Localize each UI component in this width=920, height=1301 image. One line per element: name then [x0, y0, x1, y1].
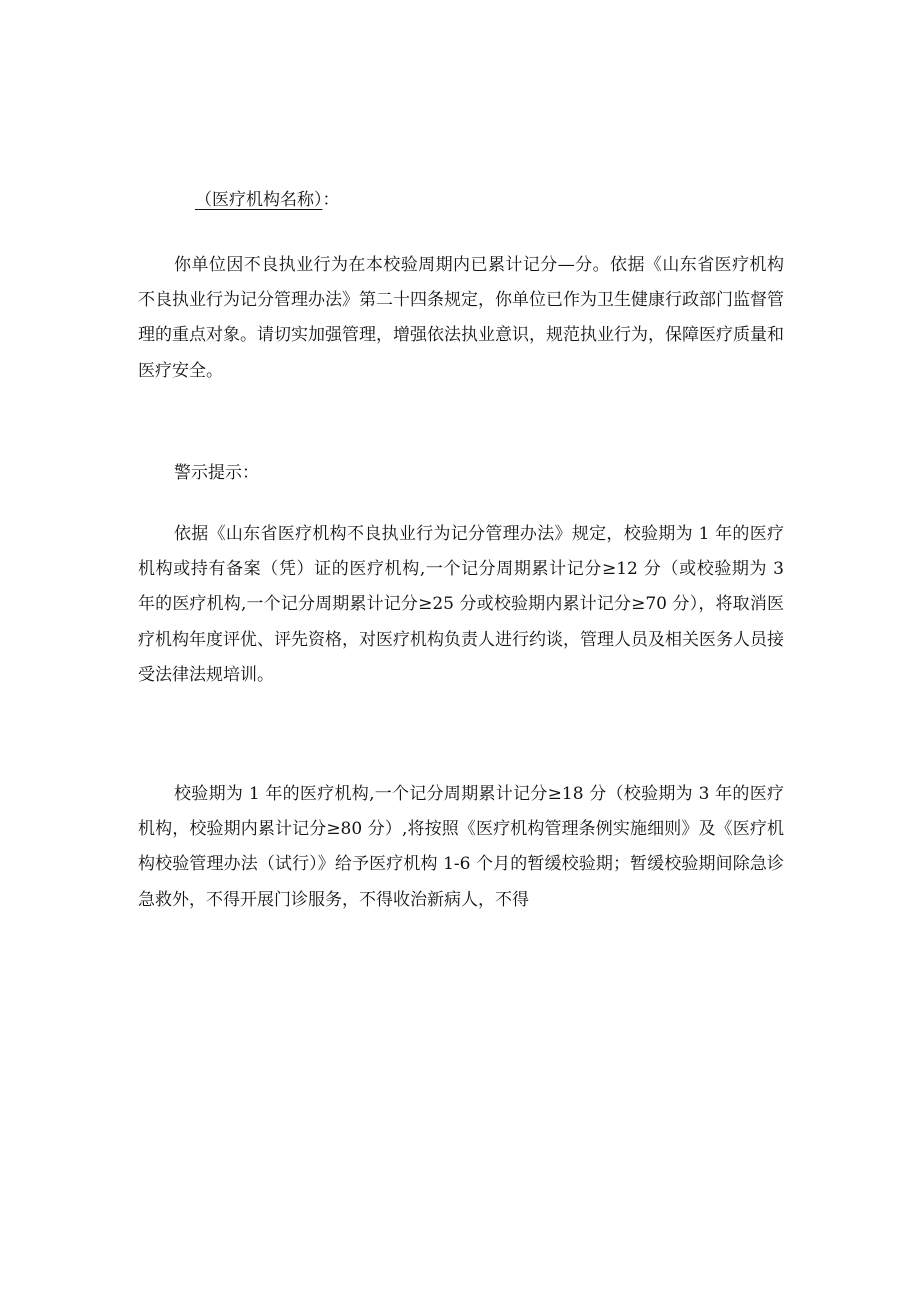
warning-heading: 警示提示：	[174, 463, 259, 483]
warning-paragraph-1: 依据《山东省医疗机构不良执业行为记分管理办法》规定，校验期为 1 年的医疗机构或持有备案（凭）证的医疗机构,一个记分周期累计记分≥12 分（或校验期为 3 年的医疗机构,一个记分周期累计记分≥25 分或校验期内累计记分≥70 分），将取消医疗机构年度评优、评先资格，对医疗机构负责人进行约谈，管理人员及相关医务人员接受法律法规培训。	[138, 524, 784, 685]
salutation-colon: ：	[322, 190, 340, 210]
warning-paragraph-2: 校验期为 1 年的医疗机构,一个记分周期累计记分≥18 分（校验期为 3 年的医疗机构，校验期内累计记分≥80 分）,将按照《医疗机构管理条例实施细则》及《医疗机构校验管理办法（试行）》给予医疗机构 1-6 个月的暂缓校验期；暂缓校验期间除急诊急救外，不得开展门诊服务，不得收治新病人，不得	[138, 784, 784, 910]
org-name-placeholder: （医疗机构名称）	[195, 190, 323, 210]
salutation	[195, 186, 340, 214]
notice-paragraph: 你单位因不良执业行为在本校验周期内已累计记分—分。依据《山东省医疗机构不良执业行为记分管理办法》第二十四条规定，你单位已作为卫生健康行政部门监督管理的重点对象。请切实加强管理，增强依法执业意识，规范执业行为，保障医疗质量和医疗安全。	[138, 255, 784, 381]
